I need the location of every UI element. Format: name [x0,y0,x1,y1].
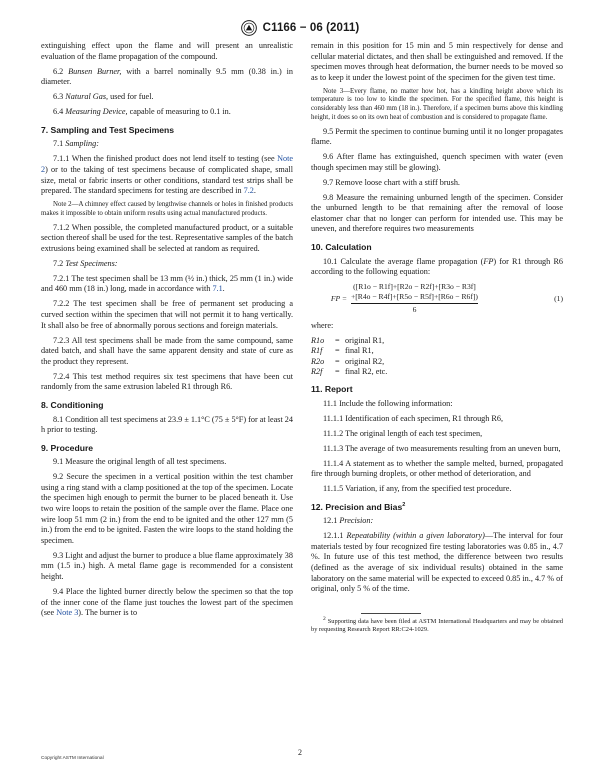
footnote-2: $^2$ Supporting data have been filed at ASTM International Headquarters and may be obtained by requesting Research Report RR:C24-1029. [311,615,563,633]
section-9-8: 9.8 Measure the remaining unburned length of the specimen. Consider the unburned length to be that remaining after the removal of loose elastomer char that no longer can perform for intended use. This may be uneven, and therefore requires two measurements [311,192,563,234]
equation-denominator: 6 [412,305,417,315]
note-3-link[interactable]: Note 3 [56,608,79,618]
heading-procedure: 9. Procedure [41,442,94,453]
section-7-2-2: 7.2.2 The test specimen shall be free of permanent set producing a curved section within the specimen that will not permit it to hang vertically. It shall also be free of abnormally porous sections and foreign materials. [41,299,293,330]
where-label: where: [311,321,334,331]
section-7-2-link[interactable]: 7.2 [243,186,254,196]
right-column [311,41,563,638]
section-9-1: 9.1 Measure the original length of all test specimens. [53,457,227,467]
definition-row: R2f = final R2, etc. [311,366,388,376]
note-2-link[interactable]: Note 2 [41,154,293,174]
page-number: 2 [298,748,302,757]
section-12-1: 12.1 Precision: [323,516,374,526]
variable-definitions [311,336,563,377]
standard-designation: C1166 − 06 (2011) [262,22,360,34]
section-7-1: 7.1 Sampling: [53,139,99,149]
copyright-notice: Copyright ASTM International [41,756,104,761]
section-6-4: 6.4 Measuring Device, capable of measuring to 0.1 in. [53,107,231,117]
section-11-1-3: 11.1.3 The average of two measurements resulting from an uneven burn, [323,443,561,453]
note-3: Note 3—Every flame, no matter how hot, has a kindling height above which its temperature is too low to kindle the specimen. For the specified flame, this height is considerably less than 460 mm (18 in.). Therefore, if a specimen burns above this kindling height, it does so on its own heat of combustion and is considered to propagate flame. [311,87,563,121]
heading-report: 11. Report [311,384,353,395]
section-11-1-1: 11.1.1 Identification of each specimen, R1 through R6, [323,413,504,423]
section-11-1-2: 11.1.2 The original length of each test specimen, [323,428,483,438]
equation-numerator-line-2: +[R4o − R4f]+[R5o − R5f]+[R6o − R6f]) [351,292,478,302]
section-11-1-5: 11.1.5 Variation, if any, from the specified test procedure. [323,484,512,494]
section-9-2: 9.2 Secure the specimen in a vertical position within the test chamber using a ring stand with a clamp positioned at the top of the specimen. Locate the specimen high enough to permit the burner to be placed beneath it. Use two wire loops to retain the position of the sample over the flame. Place one wire loop 51 mm (2 in.) from the end to be ignited and the other 127 mm (5 in.) from the end to be ignited. Fasten the wire loops to the stand holding the specimen. [41,472,293,545]
heading-precision-bias: 12. Precision and Bias$^2$ [311,501,406,512]
section-8-1: 8.1 Condition all test specimens at 23.9 ± 1.1°C (75 ± 5°F) for at least 24 h prior to testing. [41,414,293,435]
note-2: Note 2—A chimney effect caused by lengthwise channels or holes in finished products makes it impossible to obtain uniform results using actual manufactured products. [41,201,293,217]
section-11-1: 11.1 Include the following information: [323,398,453,408]
paragraph: extinguishing effect upon the flame and will present an unrealistic evaluation of the flame propagation of the compound. [41,41,293,61]
section-7-1-2: 7.1.2 When possible, the completed manufactured product, or a suitable section thereof shall be used for the test. Representative samples of the batch extrusions being examined shall be selected at random as required. [41,222,293,253]
heading-sampling: 7. Sampling and Test Specimens [41,124,175,135]
definition-row: R1o = original R1, [311,336,385,346]
section-7-2: 7.2 Test Specimens: [53,258,118,268]
equation-number: (1) [554,293,563,303]
section-9-4: 9.4 Place the lighted burner directly below the specimen so that the top of the inner cone of the flame just touches the lowest part of the specimen (see Note 3). The burner is to [41,587,293,618]
section-12-1-1: 12.1.1 Repeatability (within a given laboratory)—The interval for four materials tested by four recognized fire testing laboratories was 0.85 in., 4.7 %. In future use of this test method, the difference between two results (defined as the average of six individual results) obtained in the same laboratory on the same material will be expected to exceed 0.85 in., 4.7 % of original, only 5 % of the time. [311,531,563,594]
fraction-bar [351,303,478,304]
left-column [41,41,293,623]
section-10-1: 10.1 Calculate the average flame propagation (FP) for R1 through R6 according to the following equation: [311,256,563,277]
equation-numerator-line-1: ([R1o − R1f]+[R2o − R2f]+[R3o − R3f] [353,282,476,292]
flame-propagation-equation [311,282,563,315]
section-9-7: 9.7 Remove loose chart with a stiff brush. [323,177,460,187]
section-7-2-1: 7.2.1 The test specimen shall be 13 mm (½ in.) thick, 25 mm (1 in.) wide and 460 mm (18 in.) long, made in accordance with 7.1. [41,273,293,294]
section-9-6: 9.6 After flame has extinguished, quench specimen with water (even though specimen may still be glowing). [311,152,563,172]
section-11-1-4: 11.1.4 A statement as to whether the sample melted, burned, propagated fire through burning droplets, or other method of deterioration, and [311,458,563,479]
equation-lhs: FP = [330,293,347,303]
section-7-2-3: 7.2.3 All test specimens shall be made from the same compound, same dated batch, and shall have the same apparent density and state of cure as the product they represent. [41,335,293,366]
section-7-1-link[interactable]: 7.1 [212,284,223,294]
section-9-5: 9.5 Permit the specimen to continue burning until it no longer propagates flame. [311,126,563,147]
heading-calculation: 10. Calculation [311,242,372,253]
equation-fraction [351,282,478,315]
section-7-2-4: 7.2.4 This test method requires six test specimens that have been cut randomly from the same extrusion labeled R1 through R6. [41,371,293,392]
definition-row: R1f = final R1, [311,346,374,356]
section-6-2: 6.2 Bunsen Burner, with a barrel nominally 9.5 mm (0.38 in.) in diameter. [41,66,293,87]
section-9-3: 9.3 Light and adjust the burner to produce a blue flame approximately 38 mm (1.5 in.) high. A metal flame gage is recommended for a consistent height. [41,550,293,582]
heading-conditioning: 8. Conditioning [41,399,104,410]
paragraph: remain in this position for 15 min and 5 min respectively for dense and cellular material dictates, and then shall be extinguished and removed. If the specimen moves through heat deformation, the burner needs to be moved so as to keep it under the lowest point of the specimen for the given test time. [311,41,563,82]
astm-logo-icon [241,20,257,36]
section-6-3: 6.3 Natural Gas, used for fuel. [53,92,154,102]
section-7-1-1: 7.1.1 When the finished product does not lend itself to testing (see Note 2) or to the taking of test specimens because of complicated shape, small size, metal or fabric inserts or other conditions, standard test strips shall be prepared. The standard specimens for testing are described in 7.2. [41,154,293,196]
definition-row: R2o = original R2, [311,356,385,366]
footnote-divider [361,613,421,614]
page-header [0,18,600,38]
